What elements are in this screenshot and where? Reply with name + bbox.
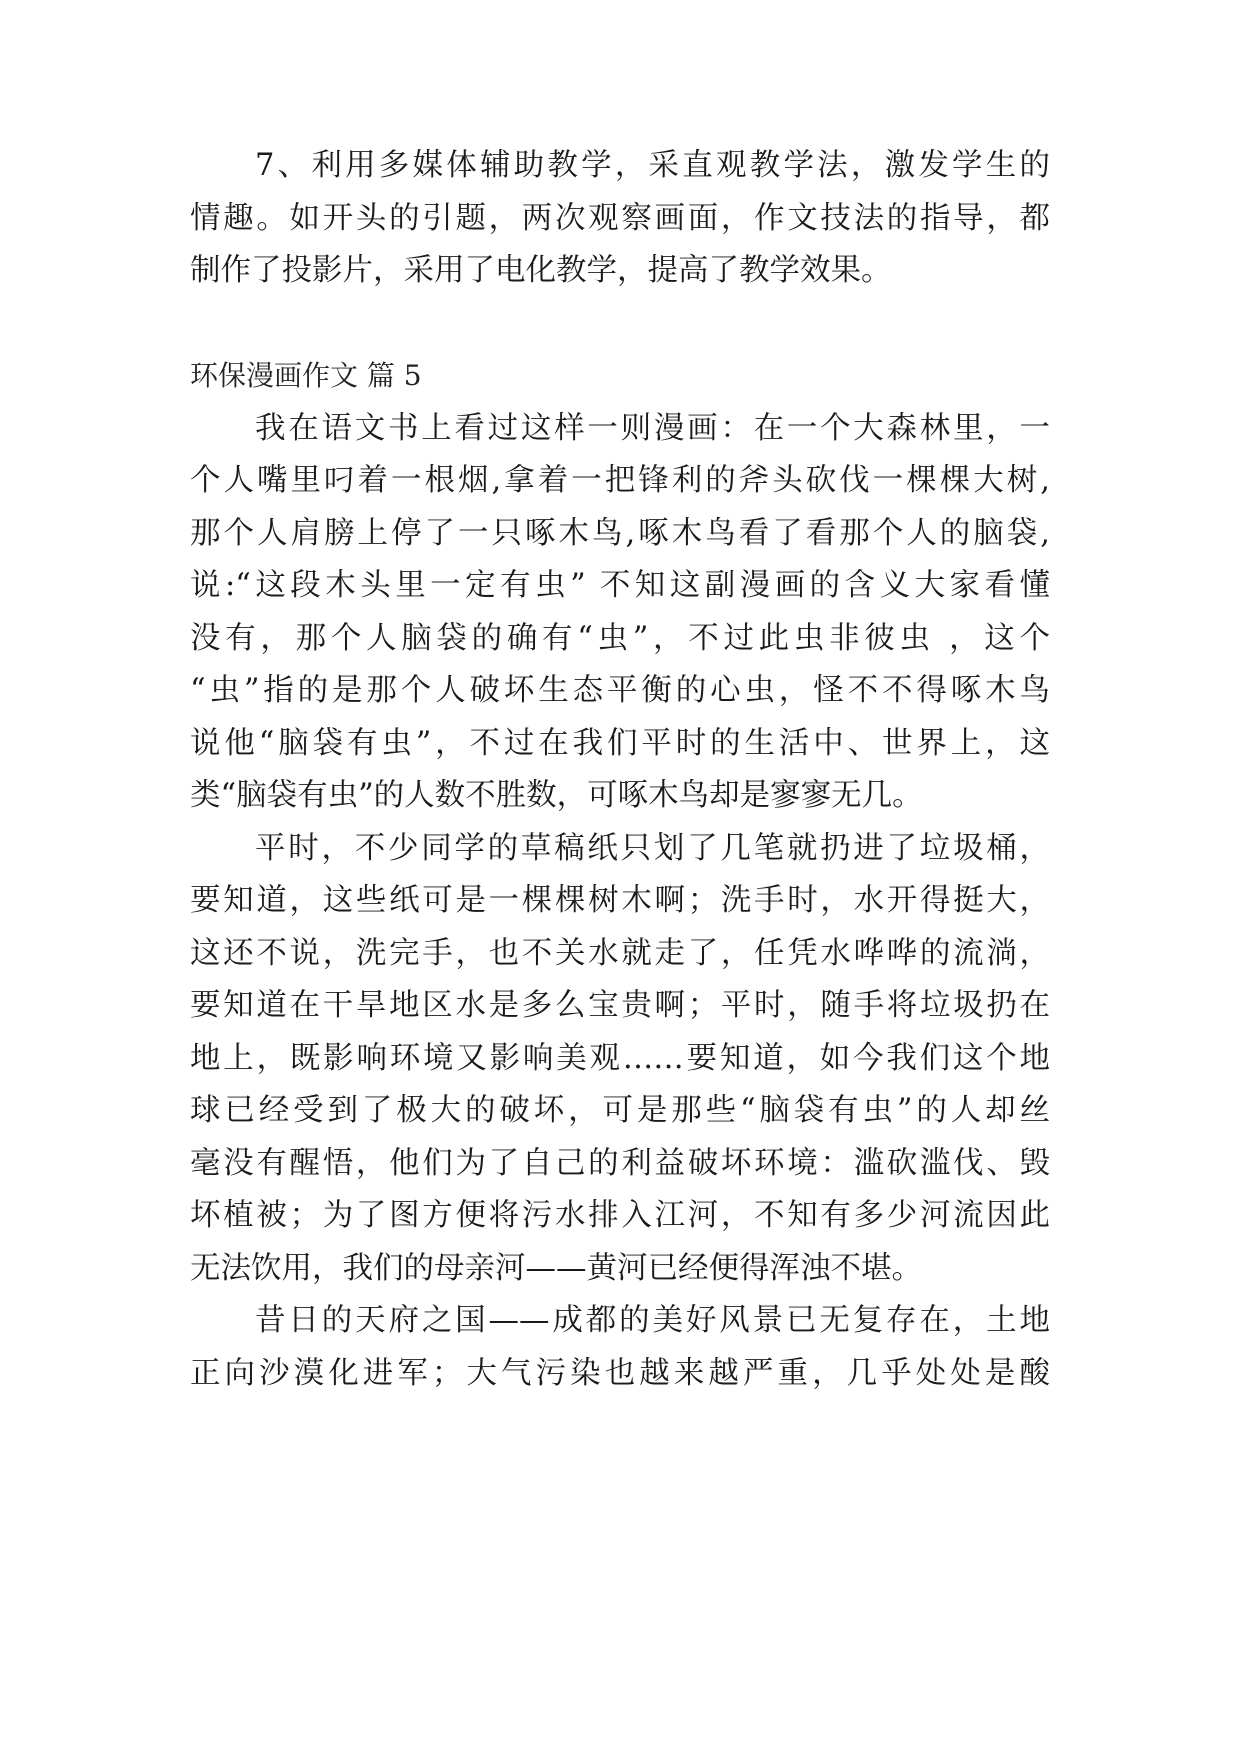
p3-line-2: 正向沙漠化进军；大气污染也越来越严重，几乎处处是酸 — [190, 1356, 1050, 1391]
p1-line-8: 类“脑袋有虫”的人数不胜数，可啄木鸟却是寥寥无几。 — [190, 778, 923, 813]
p2-line-3: 这还不说，洗完手，也不关水就走了，任凭水哗哗的流淌， — [190, 936, 1050, 971]
p2-line-9: 无法饮用，我们的母亲河——黄河已经便得浑浊不堪。 — [190, 1251, 922, 1286]
intro-line-1: 7、利用多媒体辅助教学，采直观教学法，激发学生的 — [255, 148, 1050, 183]
p2-line-8: 坏植被；为了图方便将污水排入江河，不知有多少河流因此 — [190, 1198, 1050, 1233]
p1-line-4: 说:“这段木头里一定有虫” 不知这副漫画的含义大家看懂 — [190, 568, 1050, 603]
p1-line-7: 说他“脑袋有虫”，不过在我们平时的生活中、世界上，这 — [190, 726, 1050, 761]
p2-line-2: 要知道，这些纸可是一棵棵树木啊；洗手时，水开得挺大， — [190, 883, 1050, 918]
p1-line-3: 那个人肩膀上停了一只啄木鸟,啄木鸟看了看那个人的脑袋, — [190, 516, 1050, 551]
intro-line-3: 制作了投影片，采用了电化教学，提高了教学效果。 — [190, 253, 892, 288]
p2-line-1: 平时，不少同学的草稿纸只划了几笔就扔进了垃圾桶， — [255, 831, 1050, 866]
p2-line-5: 地上，既影响环境又影响美观……要知道，如今我们这个地 — [190, 1041, 1050, 1076]
p1-line-2: 个人嘴里叼着一根烟,拿着一把锋利的斧头砍伐一棵棵大树, — [190, 463, 1050, 498]
p1-line-1: 我在语文书上看过这样一则漫画：在一个大森林里，一 — [255, 411, 1050, 446]
p2-line-4: 要知道在干旱地区水是多么宝贵啊；平时，随手将垃圾扔在 — [190, 988, 1050, 1023]
intro-line-2: 情趣。如开头的引题，两次观察画面，作文技法的指导，都 — [190, 201, 1050, 236]
section-heading: 环保漫画作文 篇 5 — [190, 359, 422, 392]
p1-line-6: “虫”指的是那个人破坏生态平衡的心虫，怪不不得啄木鸟 — [190, 673, 1050, 708]
p2-line-6: 球已经受到了极大的破坏，可是那些“脑袋有虫”的人却丝 — [190, 1093, 1050, 1128]
p1-line-5: 没有，那个人脑袋的确有“虫”，不过此虫非彼虫 ，这个 — [190, 621, 1050, 656]
p2-line-7: 毫没有醒悟，他们为了自己的利益破坏环境：滥砍滥伐、毁 — [190, 1146, 1050, 1181]
p3-line-1: 昔日的天府之国——成都的美好风景已无复存在，土地 — [255, 1303, 1050, 1338]
